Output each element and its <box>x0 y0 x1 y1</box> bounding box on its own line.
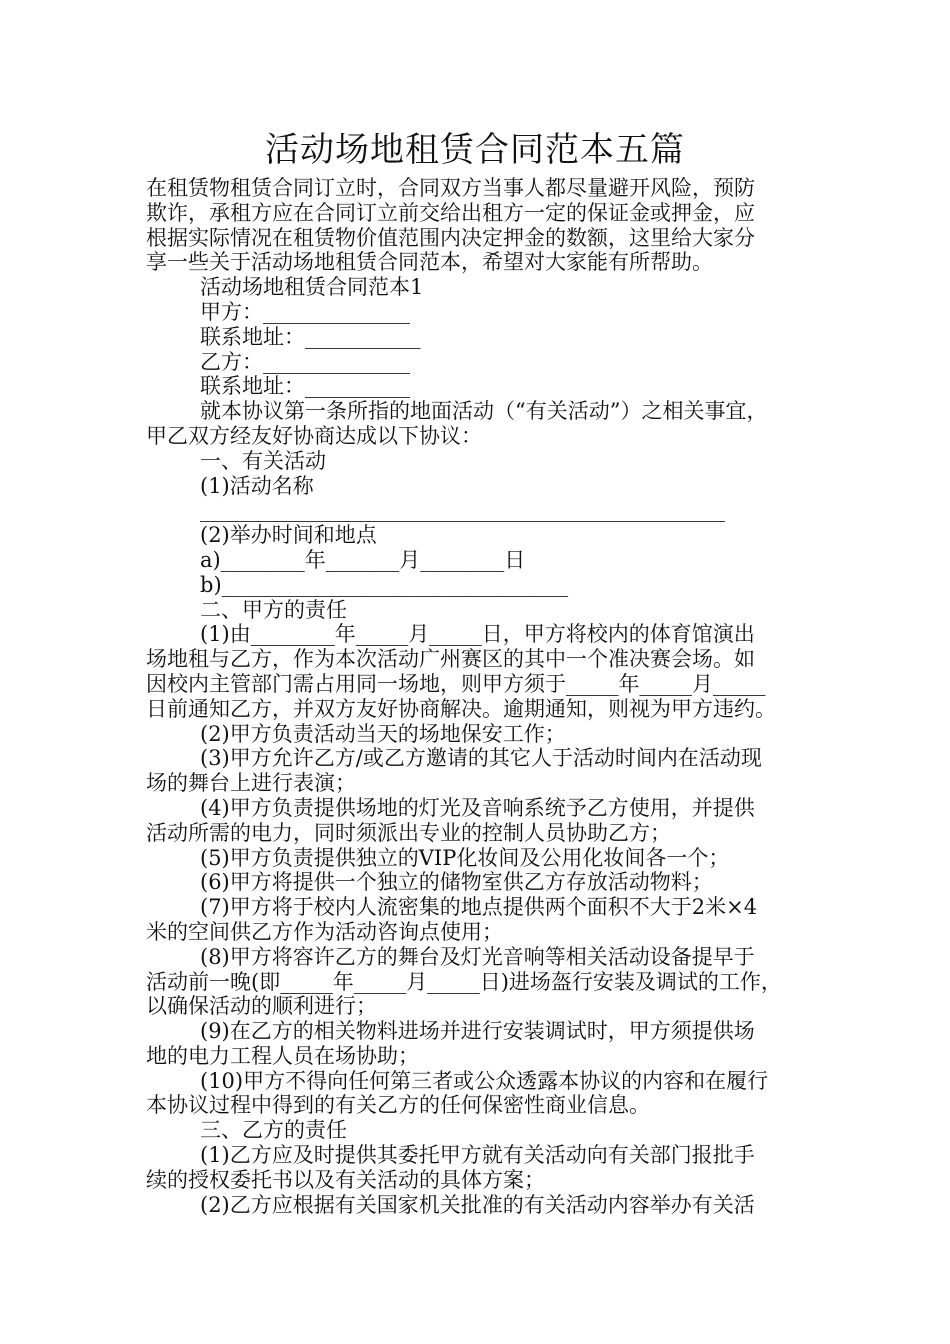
clause-line: 日前通知乙方，并双方友好协商解决。逾期通知，则视为甲方违约。 <box>146 696 776 721</box>
clause-line: 场的舞台上进行表演； <box>146 771 356 796</box>
clause-line: (3)甲方允许乙方/或乙方邀请的其它人于活动时间内在活动现 <box>200 746 762 771</box>
section-heading: 三、乙方的责任 <box>200 1118 347 1143</box>
clause-line: 以确保活动的顺利进行； <box>146 994 377 1019</box>
clause-line: (5)甲方负责提供独立的VIP化妆间及公用化妆间各一个； <box>200 845 730 870</box>
party-b-field: 乙方：______________ <box>200 349 410 374</box>
intro-line: 在租赁物租赁合同订立时，合同双方当事人都尽量避开风险，预防 <box>146 176 755 200</box>
clause-line: 本协议过程中得到的有关乙方的任何保密性商业信息。 <box>146 1093 650 1118</box>
party-b-address-field: 联系地址：__________ <box>200 374 410 399</box>
blank-line: __________________________________________________ <box>200 498 725 523</box>
clause-line: (8)甲方将容许乙方的舞台及灯光音响等相关活动设备提早于 <box>200 944 755 969</box>
clause-line: 场地租与乙方，作为本次活动广州赛区的其中一个准决赛会场。如 <box>146 647 755 672</box>
section-heading: 一、有关活动 <box>200 448 326 473</box>
clause-line: (1)活动名称 <box>200 473 314 498</box>
clause-line: (4)甲方负责提供场地的灯光及音响系统予乙方使用，并提供 <box>200 795 755 820</box>
blank-line: b)_________________________________ <box>200 572 569 597</box>
clause-line: (6)甲方将提供一个独立的储物室供乙方存放活动物料； <box>200 870 713 895</box>
clause-line: (1)由________年_____月_____日，甲方将校内的体育馆演出 <box>200 622 755 647</box>
date-blank-line: a)________年_______月________日 <box>200 547 526 572</box>
body-line: 就本协议第一条所指的地面活动（“有关活动”）之相关事宜， <box>200 399 768 424</box>
clause-line: 因校内主管部门需占用同一场地，则甲方须于_____年_____月_____ <box>146 671 766 696</box>
clause-line: 活动前一晚(即_____年_____月_____日)进场盔行安装及调试的工作， <box>146 969 782 994</box>
body-line: 甲乙双方经友好协商达成以下协议： <box>146 423 482 448</box>
clause-line: (2)甲方负责活动当天的场地保安工作； <box>200 721 566 746</box>
clause-line: (10)甲方不得向任何第三者或公众透露本协议的内容和在履行 <box>200 1068 769 1093</box>
intro-line: 享一些关于活动场地租赁合同范本，希望对大家能有所帮助。 <box>146 250 713 275</box>
intro-line: 根据实际情况在租赁物价值范围内决定押金的数额，这里给大家分 <box>146 225 755 250</box>
intro-line: 欺诈，承租方应在合同订立前交给出租方一定的保证金或押金，应 <box>146 200 755 225</box>
clause-line: (7)甲方将于校内人流密集的地点提供两个面积不大于2米×4 <box>200 895 758 920</box>
party-a-address-field: 联系地址：___________ <box>200 324 421 349</box>
clause-line: 地的电力工程人员在场协助； <box>146 1043 419 1068</box>
document-body <box>146 176 810 1217</box>
clause-line: 活动所需的电力，同时须派出专业的控制人员协助乙方； <box>146 820 671 845</box>
clause-line: (9)在乙方的相关物料进场并进行安装调试时，甲方须提供场 <box>200 1019 755 1044</box>
clause-line: (1)乙方应及时提供其委托甲方就有关活动向有关部门报批手 <box>200 1143 755 1168</box>
clause-line: 续的授权委托书以及有关活动的具体方案； <box>146 1167 545 1192</box>
clause-line: (2)举办时间和地点 <box>200 523 377 548</box>
section-heading: 二、甲方的责任 <box>200 597 347 622</box>
party-a-field: 甲方：______________ <box>200 299 410 324</box>
clause-line: (2)乙方应根据有关国家机关批准的有关活动内容举办有关活 <box>200 1192 755 1217</box>
document-title: 活动场地租赁合同范本五篇 <box>265 130 685 170</box>
clause-line: 米的空间供乙方作为活动咨询点使用； <box>146 919 503 944</box>
contract-heading: 活动场地租赁合同范本1 <box>200 275 424 300</box>
